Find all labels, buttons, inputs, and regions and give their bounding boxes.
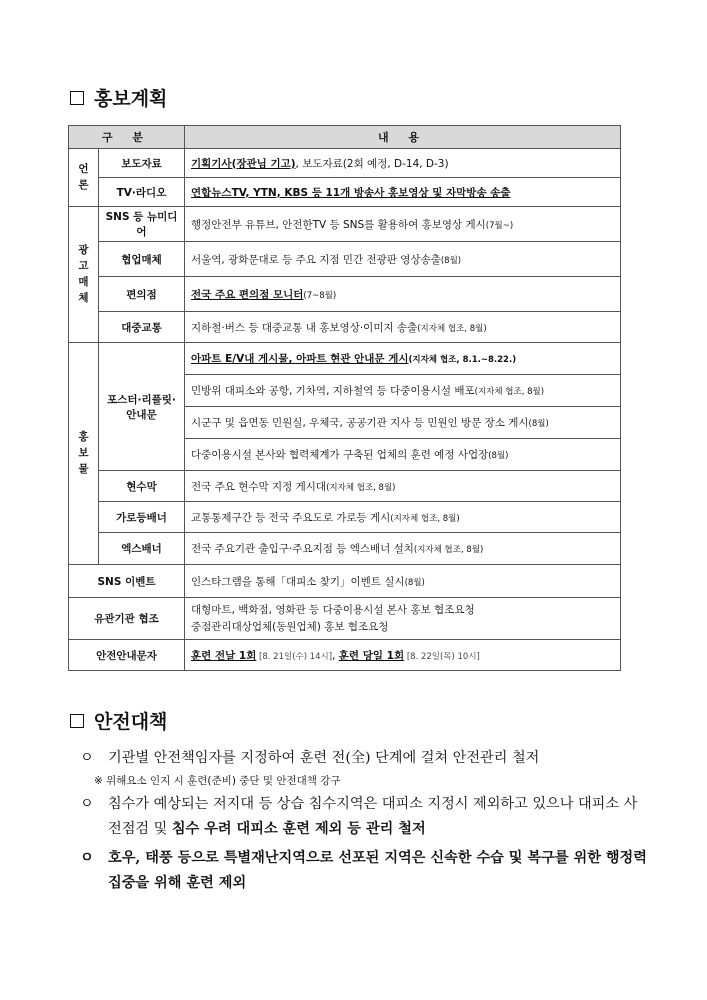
content-sns-new-media: 행정안전부 유튜브, 안전한TV 등 SNS를 활용하여 홍보영상 게시(7월~) xyxy=(185,207,621,242)
content-tv-radio: 연합뉴스TV, YTN, KBS 등 11개 방송사 홍보영상 및 자막방송 송출 xyxy=(185,178,621,207)
section-title-text: 홍보계획 xyxy=(94,88,168,110)
group-promo-materials: 홍보물 xyxy=(69,343,99,565)
sub-streetlight-banner: 가로등배너 xyxy=(99,502,185,533)
content-press-release: 기획기사(장관님 기고), 보도자료(2회 예정, D-14, D-3) xyxy=(185,149,621,178)
content-public-transit: 지하철·버스 등 대중교통 내 홍보영상·이미지 송출(지자체 협조, 8월) xyxy=(185,312,621,343)
content-shelter-distribution: 민방위 대피소와 공항, 기차역, 지하철역 등 다중이용시설 배포(지자체 협조, 8월) xyxy=(185,375,621,407)
bullet-dot-icon: ㅇ xyxy=(80,750,94,766)
bullet-item: ㅇ 기관별 안전책임자를 지정하여 훈련 전(全) 단계에 걸쳐 안전관리 철저 xyxy=(80,746,650,771)
sub-convenience-store: 편의점 xyxy=(99,277,185,312)
content-facility-hq: 다중이용시설 본사와 협력체계가 구축된 업체의 훈련 예정 사업장(8월) xyxy=(185,439,621,471)
section-title-promotion-plan xyxy=(70,84,167,111)
content-streetlight-banner: 교통통제구간 등 전국 주요도로 가로등 게시(지자체 협조, 8월) xyxy=(185,502,621,533)
bullet-item: ㅇ 호우, 태풍 등으로 특별재난지역으로 선포된 지역은 신속한 수습 및 복구를 위한 행정력 집중을 위해 훈련 제외 xyxy=(80,846,650,896)
content-convenience-store: 전국 주요 편의점 모니터(7~8월) xyxy=(185,277,621,312)
header-content: 내 용 xyxy=(185,126,621,149)
content-safety-text: 훈련 전날 1회 [8. 21일(수) 14시], 훈련 당일 1회 [8. 22일(목) 10시] xyxy=(185,640,621,671)
section-title-text: 안전대책 xyxy=(94,711,168,733)
section-title-safety xyxy=(70,707,167,734)
content-apartment-notice: 아파트 E/V내 게시물, 아파트 현관 안내문 게시(지자체 협조, 8.1.~8.22.) xyxy=(185,343,621,375)
group-ad-media: 광고매체 xyxy=(69,207,99,343)
bullet-dot-icon: ㅇ xyxy=(80,796,94,812)
content-banner: 전국 주요 현수막 지정 게시대(지자체 협조, 8월) xyxy=(185,471,621,502)
content-civil-office-posting: 시군구 및 읍면동 민원실, 우체국, 공공기관 지사 등 민원인 방문 장소 게시(8월) xyxy=(185,407,621,439)
sub-public-transit: 대중교통 xyxy=(99,312,185,343)
checkbox-square-icon xyxy=(70,714,84,728)
header-category: 구 분 xyxy=(69,126,185,149)
sub-partner-media: 협업매체 xyxy=(99,242,185,277)
content-sns-event: 인스타그램을 통해「대피소 찾기」이벤트 실시(8월) xyxy=(185,565,621,598)
cat-agency-cooperation: 유관기관 협조 xyxy=(69,598,185,640)
cat-safety-text: 안전안내문자 xyxy=(69,640,185,671)
sub-press-release: 보도자료 xyxy=(99,149,185,178)
bullet-dot-icon: ㅇ xyxy=(80,850,94,866)
content-x-banner: 전국 주요기관 출입구·주요지점 등 엑스배너 설치(지자체 협조, 8월) xyxy=(185,533,621,565)
sub-sns-new-media: SNS 등 뉴미디어 xyxy=(99,207,185,242)
checkbox-square-icon xyxy=(70,91,84,105)
content-partner-media: 서울역, 광화문대로 등 주요 지점 민간 전광판 영상송출(8월) xyxy=(185,242,621,277)
promotion-plan-table xyxy=(68,125,621,671)
cat-sns-event: SNS 이벤트 xyxy=(69,565,185,598)
content-agency-cooperation: 대형마트, 백화점, 영화관 등 다중이용시설 본사 홍보 협조요청 중점관리대상업체(동원업체) 홍보 협조요청 xyxy=(185,598,621,640)
group-press: 언론 xyxy=(69,149,99,207)
sub-tv-radio: TV·라디오 xyxy=(99,178,185,207)
bullet-note: ※ 위해요소 인지 시 훈련(준비) 중단 및 안전대책 강구 xyxy=(94,775,341,787)
bullet-item: ㅇ 침수가 예상되는 저지대 등 상습 침수지역은 대피소 지정시 제외하고 있으나 대피소 사전점검 및 침수 우려 대피소 훈련 제외 등 관리 철저 xyxy=(80,792,650,842)
sub-poster-leaflet: 포스터·리플릿·안내문 xyxy=(99,343,185,471)
sub-banner: 현수막 xyxy=(99,471,185,502)
sub-x-banner: 엑스배너 xyxy=(99,533,185,565)
safety-bullet-list xyxy=(80,746,650,900)
